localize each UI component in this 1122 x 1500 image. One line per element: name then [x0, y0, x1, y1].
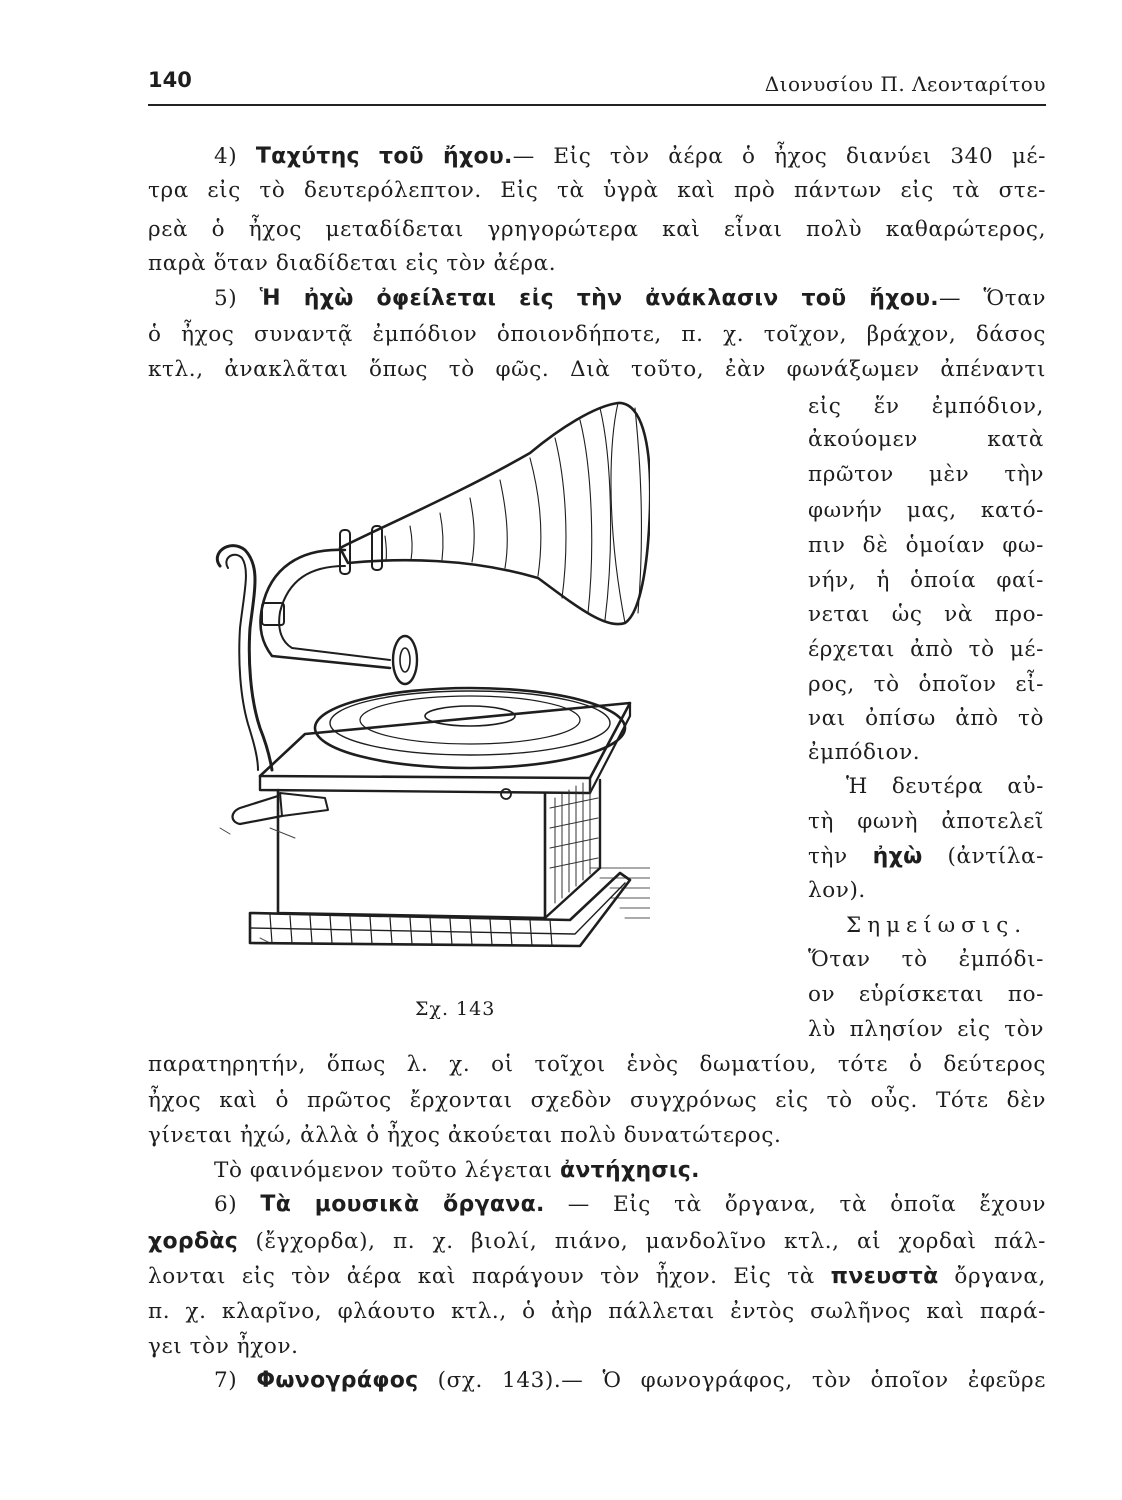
section-6-line-5: γει τὸν ἦχον. [148, 1334, 299, 1359]
term-echo: ἠχὼ [872, 844, 923, 869]
page-header [148, 64, 1046, 106]
side-line-15: λον). [808, 878, 866, 903]
term-antichisis: ἀντήχησις. [559, 1158, 700, 1183]
side-line-4: φωνήν μας, κατό- [808, 498, 1044, 523]
term-pneusta: πνευστὰ [830, 1264, 939, 1289]
section-4-line-2: τρα εἰς τὸ δευτερόλεπτον. Εἰς τὰ ὑγρὰ καὶ πρὸ πάντων εἰς τὰ στε- [148, 178, 1046, 203]
section-4-line-4: παρὰ ὅταν διαδίδεται εἰς τὸν ἀέρα. [148, 251, 557, 276]
section-5-line-1: 5) Ἡ ἠχὼ ὀφείλεται εἰς τὴν ἀνάκλασιν τοῦ ἤχου.— Ὅταν [214, 286, 1047, 311]
section-6-heading: Τὰ μουσικὰ ὄργανα. [260, 1192, 545, 1217]
side-line-8: έρχεται ἀπὸ τὸ μέ- [808, 637, 1044, 662]
section-5-line-2: ὁ ἦχος συναντᾷ ἐμπόδιον ὁποιονδήποτε, π. χ. τοῖχον, βράχον, δάσος [148, 322, 1046, 347]
gramophone-illustration [200, 398, 650, 988]
side-line-10: ναι ὀπίσω ἀπὸ τὸ [808, 706, 1044, 731]
side-line-11: ἐμπόδιον. [808, 740, 921, 765]
section-4-heading: Ταχύτης τοῦ ἤχου. [255, 144, 513, 169]
side-line-5: πιν δὲ ὁμοίαν φω- [808, 533, 1044, 558]
section-5-line-3: κτλ., ἀνακλᾶται ὅπως τὸ φῶς. Διὰ τοῦτο, ἐὰν φωνάξωμεν ἀπέναντι [148, 357, 1046, 382]
side-line-14: τὴν ἠχὼ (ἀντίλα- [808, 844, 1044, 869]
section-7-line-1: 7) Φωνογράφος (σχ. 143).— Ὁ φωνογράφος, τὸν ὁποῖον ἐφεῦρε [214, 1368, 1046, 1393]
side-line-6: νήν, ἡ ὁποία φαί- [808, 568, 1044, 593]
running-head: Διονυσίου Π. Λεονταρίτου [764, 72, 1046, 96]
section-4-line-1: 4) Ταχύτης τοῦ ἤχου.— Εἰς τὸν ἀέρα ὁ ἦχος διανύει 340 μέ- [214, 144, 1046, 169]
note-label: Σημείωσις. [846, 913, 1028, 938]
section-5-line-6: γίνεται ἠχώ, ἀλλὰ ὁ ἦχος ἀκούεται πολὺ δυνατώτερος. [148, 1123, 782, 1148]
term-chordas: χορδὰς [148, 1229, 239, 1254]
section-7-heading: Φωνογράφος [256, 1368, 419, 1393]
side-line-17: Ὅταν τὸ ἐμπόδι- [808, 947, 1044, 972]
side-line-3: πρῶτον μὲν τὴν [808, 462, 1044, 487]
side-line-13: τὴ φωνὴ ἀποτελεῖ [808, 809, 1044, 834]
section-5-heading: Ἡ ἠχὼ ὀφείλεται εἰς τὴν ἀνάκλασιν τοῦ ἤχου. [259, 286, 939, 311]
side-line-7: νεται ὡς νὰ προ- [808, 602, 1044, 627]
section-5-line-7: Τὸ φαινόμενον τοῦτο λέγεται ἀντήχησις. [214, 1158, 700, 1183]
section-6-line-1: 6) Τὰ μουσικὰ ὄργανα. — Εἰς τὰ ὄργανα, τὰ ὁποῖα ἔχουν [214, 1192, 1046, 1217]
figure-caption: Σχ. 143 [415, 998, 496, 1020]
side-line-18: ον εὑρίσκεται πο- [808, 982, 1044, 1007]
side-line-9: ρος, τὸ ὁποῖον εἶ- [808, 672, 1044, 697]
section-6-line-3: λονται εἰς τὸν ἀέρα καὶ παράγουν τὸν ἦχον. Εἰς τὰ πνευστὰ ὄργανα, [148, 1264, 1046, 1289]
page-number: 140 [148, 68, 192, 92]
section-6-line-4: π. χ. κλαρῖνο, φλάουτο κτλ., ὁ ἀὴρ πάλλεται ἐντὸς σωλῆνος καὶ παρά- [148, 1299, 1046, 1324]
section-5-line-4: παρατηρητήν, ὅπως λ. χ. οἱ τοῖχοι ἑνὸς δωματίου, τότε ὁ δεύτερος [148, 1052, 1046, 1077]
side-line-1: εἰς ἕν ἐμπόδιον, [808, 394, 1044, 419]
side-line-19: λὺ πλησίον εἰς τὸν [808, 1017, 1044, 1042]
section-6-line-2: χορδὰς (ἔγχορδα), π. χ. βιολί, πιάνο, μανδολῖνο κτλ., αἱ χορδαὶ πάλ- [148, 1229, 1046, 1254]
side-line-2: ἀκούομεν κατὰ [808, 427, 1044, 452]
section-4-line-3: ρεὰ ὁ ἦχος μεταδίδεται γρηγορώτερα καὶ εἶναι πολὺ καθαρώτερος, [148, 217, 1046, 242]
side-line-12: Ἡ δευτέρα αὐ- [846, 774, 1044, 799]
section-5-line-5: ἦχος καὶ ὁ πρῶτος ἔρχονται σχεδὸν συγχρόνως εἰς τὸ οὖς. Τότε δὲν [148, 1088, 1046, 1113]
